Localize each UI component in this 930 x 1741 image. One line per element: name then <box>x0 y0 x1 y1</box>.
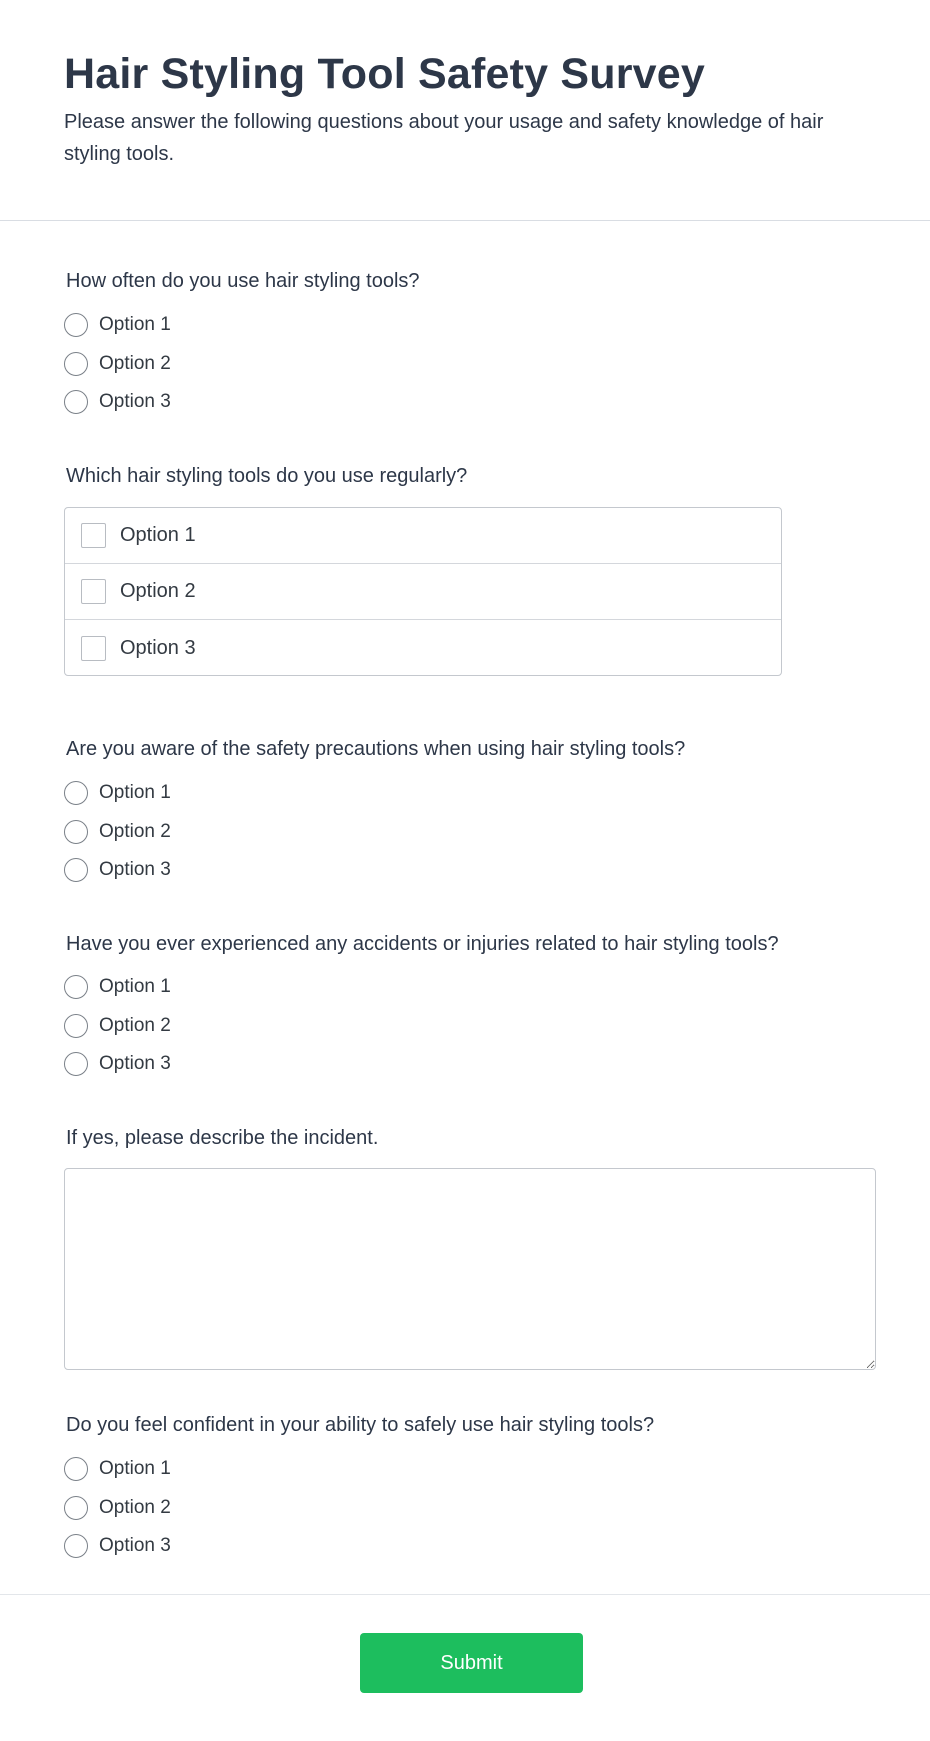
radio-button[interactable] <box>64 313 88 337</box>
radio-option-label: Option 1 <box>99 782 171 804</box>
checkbox[interactable] <box>81 523 106 548</box>
radio-button[interactable] <box>64 390 88 414</box>
radio-option-label: Option 2 <box>99 1014 171 1036</box>
checkbox-option[interactable] <box>65 620 781 676</box>
page-title: Hair Styling Tool Safety Survey <box>64 50 706 98</box>
footer-divider <box>0 1594 930 1595</box>
question-confidence-label: Do you feel confident in your ability to safely use hair styling tools? <box>66 1414 655 1436</box>
question-usage-frequency-options <box>64 306 464 422</box>
radio-option-label: Option 2 <box>99 820 171 842</box>
page-subtitle: Please answer the following questions about your usage and safety knowledge of hair styling tools. <box>64 111 824 165</box>
radio-button[interactable] <box>64 1496 88 1520</box>
radio-option[interactable] <box>64 968 464 1007</box>
checkbox[interactable] <box>81 579 106 604</box>
incident-description-textarea[interactable] <box>64 1168 876 1370</box>
radio-option-label: Option 3 <box>99 859 171 881</box>
radio-button[interactable] <box>64 1534 88 1558</box>
radio-option-label: Option 2 <box>99 352 171 374</box>
question-safety-awareness-options <box>64 774 464 890</box>
radio-option[interactable] <box>64 383 464 422</box>
radio-option[interactable] <box>64 851 464 890</box>
radio-button[interactable] <box>64 1052 88 1076</box>
question-usage-frequency-label: How often do you use hair styling tools? <box>66 270 420 292</box>
radio-option[interactable] <box>64 1527 464 1566</box>
radio-option[interactable] <box>64 1007 464 1046</box>
question-tools-used-label: Which hair styling tools do you use regularly? <box>66 465 468 487</box>
checkbox-option[interactable] <box>65 564 781 620</box>
survey-header <box>0 0 930 221</box>
checkbox-option-label: Option 1 <box>120 524 196 546</box>
question-tools-used-options <box>64 507 782 676</box>
radio-button[interactable] <box>64 975 88 999</box>
radio-option[interactable] <box>64 1450 464 1489</box>
radio-button[interactable] <box>64 858 88 882</box>
question-accidents-label: Have you ever experienced any accidents or injuries related to hair styling tools? <box>66 933 779 955</box>
radio-option-label: Option 3 <box>99 391 171 413</box>
checkbox-option-label: Option 2 <box>120 580 196 602</box>
radio-button[interactable] <box>64 352 88 376</box>
radio-option[interactable] <box>64 1045 464 1084</box>
radio-button[interactable] <box>64 781 88 805</box>
radio-option[interactable] <box>64 306 464 345</box>
checkbox[interactable] <box>81 636 106 661</box>
radio-option[interactable] <box>64 813 464 852</box>
question-confidence-options <box>64 1450 464 1566</box>
radio-button[interactable] <box>64 1457 88 1481</box>
question-incident-label: If yes, please describe the incident. <box>66 1127 379 1149</box>
radio-option[interactable] <box>64 774 464 813</box>
radio-option-label: Option 1 <box>99 314 171 336</box>
radio-option-label: Option 1 <box>99 976 171 998</box>
radio-option-label: Option 2 <box>99 1496 171 1518</box>
radio-option[interactable] <box>64 345 464 384</box>
submit-button[interactable]: Submit <box>360 1633 583 1693</box>
checkbox-option-label: Option 3 <box>120 636 196 659</box>
checkbox-option[interactable] <box>65 508 781 564</box>
question-accidents-options <box>64 968 464 1084</box>
radio-option-label: Option 3 <box>99 1053 171 1075</box>
radio-option[interactable] <box>64 1489 464 1528</box>
radio-option-label: Option 1 <box>99 1458 171 1480</box>
radio-button[interactable] <box>64 820 88 844</box>
radio-option-label: Option 3 <box>99 1535 171 1557</box>
radio-button[interactable] <box>64 1014 88 1038</box>
question-safety-awareness-label: Are you aware of the safety precautions when using hair styling tools? <box>66 738 686 760</box>
